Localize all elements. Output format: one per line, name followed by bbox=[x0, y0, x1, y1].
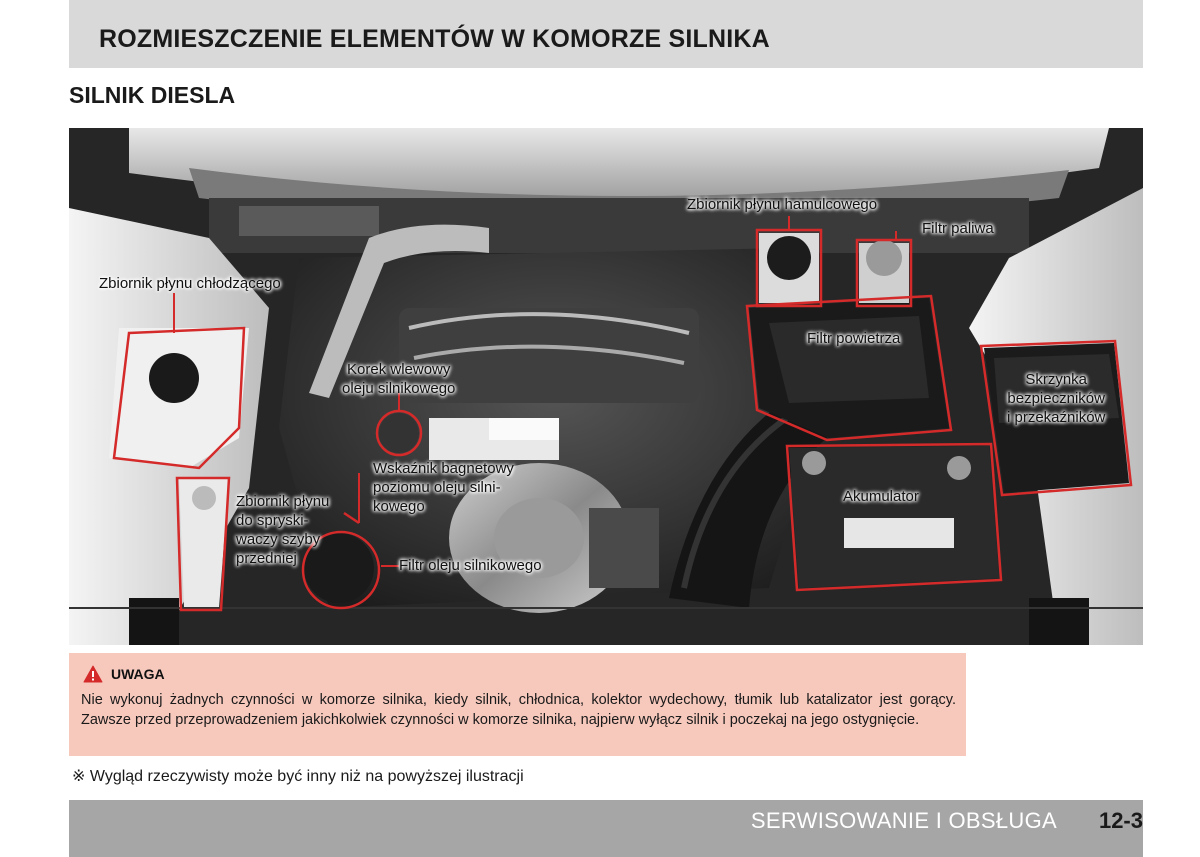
footer-band bbox=[69, 800, 1143, 857]
illustration-note: ※ Wygląd rzeczywisty może być inny niż na powyższej ilustracji bbox=[72, 768, 524, 785]
warning-text: Nie wykonuj żadnych czynności w komorze silnika, kiedy silnik, chłodnica, kolektor wydechowy, tłumik lub katalizator jest gorący. Zawsze przed przeprowadzeniem jakichkolwiek czynności w komorze silnika, najpierw wyłącz silnik i poczekaj na jego ostygnięcie. bbox=[81, 692, 956, 728]
engine-bay-illustration bbox=[69, 128, 1143, 645]
page-title: ROZMIESZCZENIE ELEMENTÓW W KOMORZE SILNIKA bbox=[99, 25, 770, 53]
engine-bay-photo bbox=[69, 128, 1143, 645]
callout-fuse-box: Skrzynka bezpieczników i przekaźników bbox=[1007, 371, 1106, 426]
footer-section-title: SERWISOWANIE I OBSŁUGA bbox=[750, 808, 1057, 833]
warning-heading bbox=[83, 665, 165, 683]
callout-oil-filler-cap: Korek wlewowy oleju silnikowego bbox=[342, 361, 456, 397]
callout-air-filter: Filtr powietrza bbox=[807, 330, 901, 347]
header-band bbox=[69, 0, 1143, 68]
callout-oil-filter: Filtr oleju silnikowego bbox=[399, 557, 542, 574]
callout-coolant-reservoir: Zbiornik płynu chłodzącego bbox=[99, 275, 281, 292]
callout-battery: Akumulator bbox=[843, 488, 919, 505]
callout-fuel-filter: Filtr paliwa bbox=[922, 220, 994, 237]
callout-brake-fluid-reservoir: Zbiornik płynu hamulcowego bbox=[687, 196, 878, 213]
page-number: 12-3 bbox=[1098, 808, 1143, 833]
warning-box bbox=[69, 653, 966, 756]
callout-dipstick: Wskaźnik bagnetowy poziomu oleju silni- kowego bbox=[373, 460, 514, 515]
warning-triangle-icon bbox=[83, 665, 103, 683]
callout-washer-reservoir: Zbiornik płynu do spryski- waczy szyby przedniej bbox=[236, 493, 330, 567]
section-subtitle: SILNIK DIESLA bbox=[69, 82, 236, 108]
warning-title: UWAGA bbox=[111, 666, 165, 682]
